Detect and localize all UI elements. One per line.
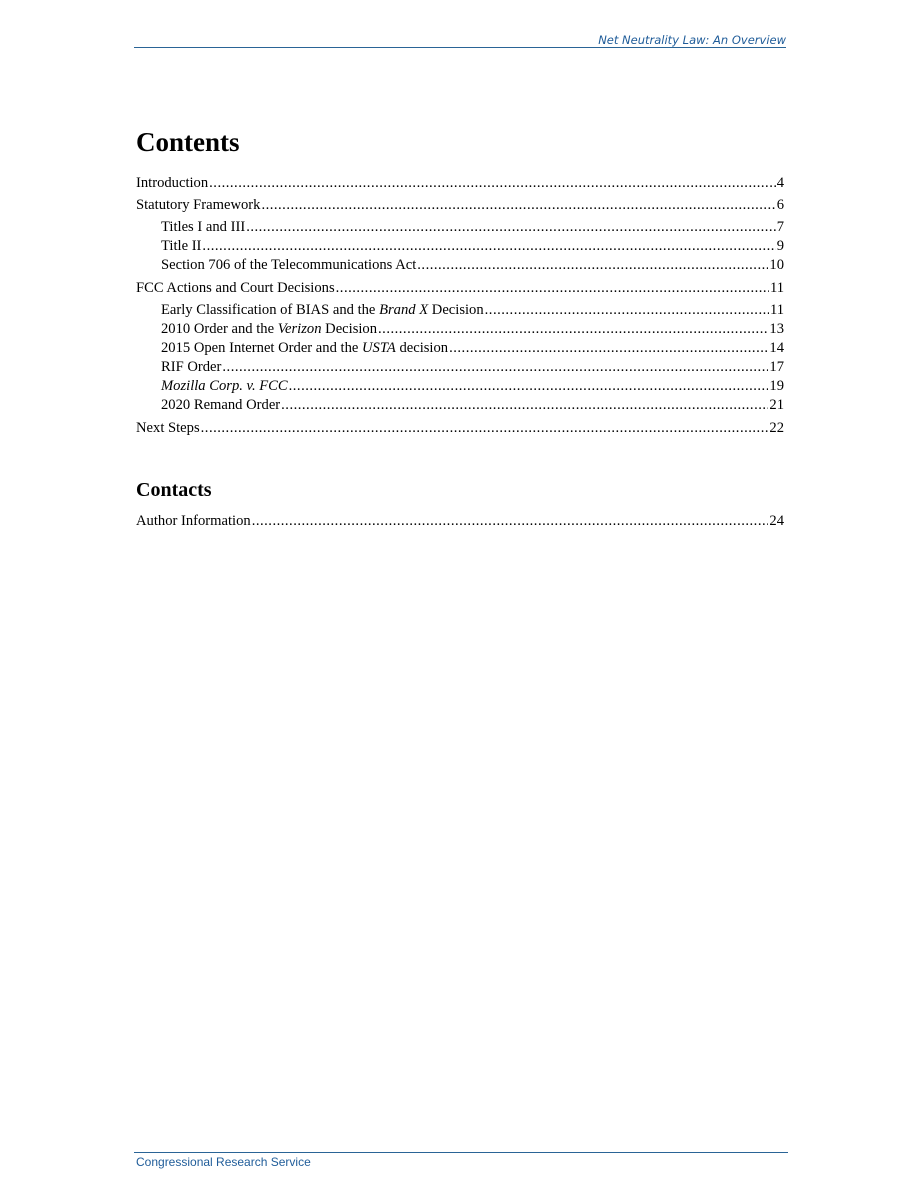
dot-leader (261, 196, 775, 214)
toc-entry[interactable] (161, 218, 784, 236)
toc-entry-title: 2015 Open Internet Order and the USTA decision (161, 340, 449, 356)
toc-entry[interactable] (161, 320, 784, 338)
dot-leader (252, 512, 769, 530)
toc-entry-page-number: 10 (769, 257, 784, 273)
toc-entry[interactable] (161, 358, 784, 376)
toc-entry-page-number: 22 (769, 420, 784, 436)
toc-entry[interactable] (136, 196, 784, 214)
dot-leader (202, 237, 775, 255)
toc-entry-page-number: 4 (776, 175, 784, 191)
toc-entry-page-number: 6 (776, 197, 784, 213)
toc-entry-title: Statutory Framework (136, 197, 261, 213)
contacts-entry-title: Author Information (136, 513, 251, 529)
toc-entry-page-number: 11 (769, 280, 784, 296)
toc-entry[interactable] (161, 396, 784, 414)
toc-entry-title: 2010 Order and the Verizon Decision (161, 321, 378, 337)
toc-entry-page-number: 13 (769, 321, 784, 337)
toc-entry-page-number: 19 (769, 378, 784, 394)
toc-entry-title: Introduction (136, 175, 209, 191)
toc-entry[interactable] (161, 377, 784, 395)
toc-entry[interactable] (161, 256, 784, 274)
toc-entry-title: RIF Order (161, 359, 222, 375)
toc-entry-title: Section 706 of the Telecommunications Act (161, 257, 417, 273)
toc-entry-title: FCC Actions and Court Decisions (136, 280, 335, 296)
toc-entry-title: 2020 Remand Order (161, 397, 281, 413)
running-header (134, 33, 786, 48)
contacts-heading: Contacts (136, 479, 212, 501)
page-footer (134, 1152, 788, 1171)
dot-leader (281, 396, 768, 414)
dot-leader (222, 358, 768, 376)
toc-entry-title: Next Steps (136, 420, 200, 436)
contacts-entry[interactable] (136, 512, 784, 530)
toc-entry-page-number: 11 (769, 302, 784, 318)
contents-heading: Contents (136, 127, 240, 157)
toc-entry-page-number: 7 (776, 219, 784, 235)
toc-entry-title: Title II (161, 238, 202, 254)
dot-leader (485, 301, 769, 319)
toc-entry[interactable] (136, 174, 784, 192)
dot-leader (201, 419, 769, 437)
running-title: Net Neutrality Law: An Overview (598, 33, 786, 47)
toc-entry-title: Early Classification of BIAS and the Brand X Decision (161, 302, 484, 318)
toc-entry[interactable] (161, 301, 784, 319)
dot-leader (336, 279, 769, 297)
dot-leader (289, 377, 769, 395)
toc-entry[interactable] (161, 237, 784, 255)
toc-entry-title: Mozilla Corp. v. FCC (161, 378, 288, 394)
toc-entry-title: Titles I and III (161, 219, 246, 235)
dot-leader (209, 174, 776, 192)
toc-entry-page-number: 9 (776, 238, 784, 254)
dot-leader (378, 320, 768, 338)
toc-entry-page-number: 21 (769, 397, 784, 413)
toc-entry[interactable] (136, 419, 784, 437)
dot-leader (246, 218, 776, 236)
dot-leader (417, 256, 768, 274)
toc-entry-page-number: 14 (769, 340, 784, 356)
footer-organization: Congressional Research Service (136, 1155, 311, 1169)
dot-leader (449, 339, 768, 357)
contacts-entry-page-number: 24 (769, 513, 784, 529)
toc-entry[interactable] (136, 279, 784, 297)
toc-entry[interactable] (161, 339, 784, 357)
toc-entry-page-number: 17 (769, 359, 784, 375)
